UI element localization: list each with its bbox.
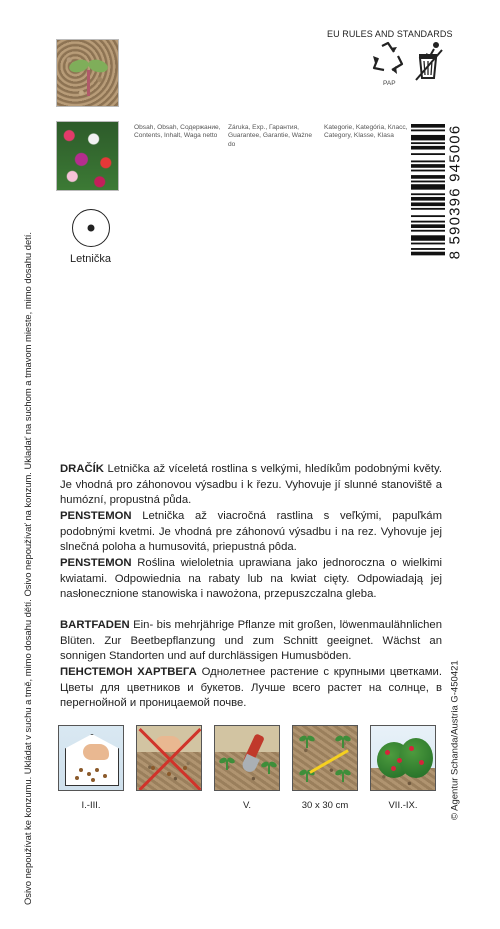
- text-sk: Letnička až viacročná rastlina s veľkými, papuľkám podobnými kvetmi. Je vhodná pre záhonovú výsadbu i na rez. Vyhovuje jej slnečná poloha a humusovitá, priepustná pôda.: [60, 510, 442, 554]
- step-label-flowering: VII.-IX.: [388, 800, 418, 811]
- storage-warning-vertical: [8, 75, 48, 905]
- barcode-bar: [411, 202, 445, 206]
- annual-label: Letnička: [70, 253, 111, 265]
- barcode-bar: [411, 160, 445, 162]
- pap-label: PAP: [383, 80, 396, 87]
- copyright-text: © Agentur Schanda/Austria G-450421: [449, 660, 461, 820]
- barcode-bar: [411, 248, 445, 250]
- step-label-transplant: V.: [242, 800, 252, 811]
- transplant-icon: [214, 725, 280, 791]
- barcode-digits: 8 590396 945006: [446, 124, 464, 259]
- no-direct-sowing-icon: [136, 725, 202, 791]
- title-ru: ПЕНСТЕМОН ХАРТВЕГА: [60, 666, 197, 678]
- barcode-bar: [411, 164, 445, 168]
- copyright-vertical: [446, 560, 464, 820]
- barcode-bar: [411, 243, 445, 245]
- title-pl: PENSTEMON: [60, 557, 132, 569]
- barcode-bar: [411, 135, 445, 140]
- title-de: BARTFADEN: [60, 619, 130, 631]
- sowing-indoor-icon: [58, 725, 124, 791]
- barcode-bar: [411, 153, 445, 155]
- sun-exposure-icon: [72, 209, 110, 247]
- legend-contents: Obsah, Obsah, Содержание, Contents, Inhalt, Waga netto: [134, 124, 221, 140]
- description-ru: [60, 665, 442, 712]
- description-pl: [60, 556, 442, 603]
- text-de: Ein- bis mehrjährige Pflanze mit großen, löwenmaulähnlichen Blüten. Zur Beetbepflanzung und zum Schnitt geeignet. Wächst an sonnigen Standorten und auf durchlässigen Humusböden.: [60, 619, 442, 663]
- description-de: [60, 618, 442, 665]
- barcode-bar: [411, 197, 445, 201]
- spacing-icon: [292, 725, 358, 791]
- barcode-bar: [411, 215, 445, 217]
- legend-guarantee: Záruka, Exp., Гарантия, Guarantee, Garantie, Ważne do: [228, 124, 313, 148]
- text-pl: Roślina wieloletnia uprawiana jako jednoroczna o wielkimi kwiatami. Odpowiednia na rabaty lub na kwiat cięty. Odpowiadają jej nasłonecznione stanowiska i nawożona, przepuszczalna gleba.: [60, 557, 442, 601]
- barcode-block: [411, 124, 463, 259]
- barcode: [411, 124, 445, 259]
- barcode-bar: [411, 175, 445, 179]
- description-cz: [60, 462, 442, 509]
- title-cz: DRAČÍK: [60, 463, 104, 475]
- storage-warning-text: Osivo nepoužívat ke konzumu. Ukládat v suchu a tmě, mimo dosahu dětí. Osivo nepoužívať na konzum. Ukladať na suchom a tmavom mieste, mimo dosahu detí.: [22, 232, 33, 905]
- flowering-icon: [370, 725, 436, 791]
- barcode-digits-wrap: [447, 124, 463, 259]
- barcode-bar: [411, 235, 445, 240]
- eu-rules-label: EU RULES AND STANDARDS: [327, 29, 453, 39]
- barcode-bar: [411, 124, 445, 128]
- step-label-spacing: 30 x 30 cm: [301, 800, 349, 811]
- flower-photo: [56, 121, 119, 191]
- legend-category: Kategorie, Kategória, Класс, Category, Klasse, Klasa: [324, 124, 408, 140]
- barcode-bar: [411, 129, 445, 131]
- barcode-bar: [411, 184, 445, 189]
- title-sk: PENSTEMON: [60, 510, 132, 522]
- barcode-bar: [411, 170, 445, 172]
- barcode-bar: [411, 221, 445, 223]
- barcode-bar: [411, 181, 445, 183]
- description-sk: [60, 509, 442, 556]
- step-label-sowing: I.-III.: [81, 800, 101, 811]
- barcode-bar: [411, 142, 445, 144]
- text-ru: Однолетнее растение с крупными цветками. Цветы для цветников и букетов. Лучше всего растет на солнце, в перегнойной и проницаемой почве.: [60, 666, 442, 710]
- text-cz: Letnička až víceletá rostlina s velkými, hledíkům podobnými květy. Je vhodná pro záhonovou výsadbu i k řezu. Vyhovuje jí slunné stanoviště a humózní, propustná půda.: [60, 463, 442, 507]
- barcode-bar: [411, 252, 445, 256]
- barcode-bar: [411, 230, 445, 232]
- barcode-bar: [411, 224, 445, 228]
- recycle-icon: [370, 40, 406, 76]
- waste-bin-icon: [414, 40, 444, 82]
- barcode-bar: [411, 208, 445, 210]
- barcode-bar: [411, 146, 445, 150]
- seedling-photo: [56, 39, 119, 107]
- barcode-bar: [411, 193, 445, 195]
